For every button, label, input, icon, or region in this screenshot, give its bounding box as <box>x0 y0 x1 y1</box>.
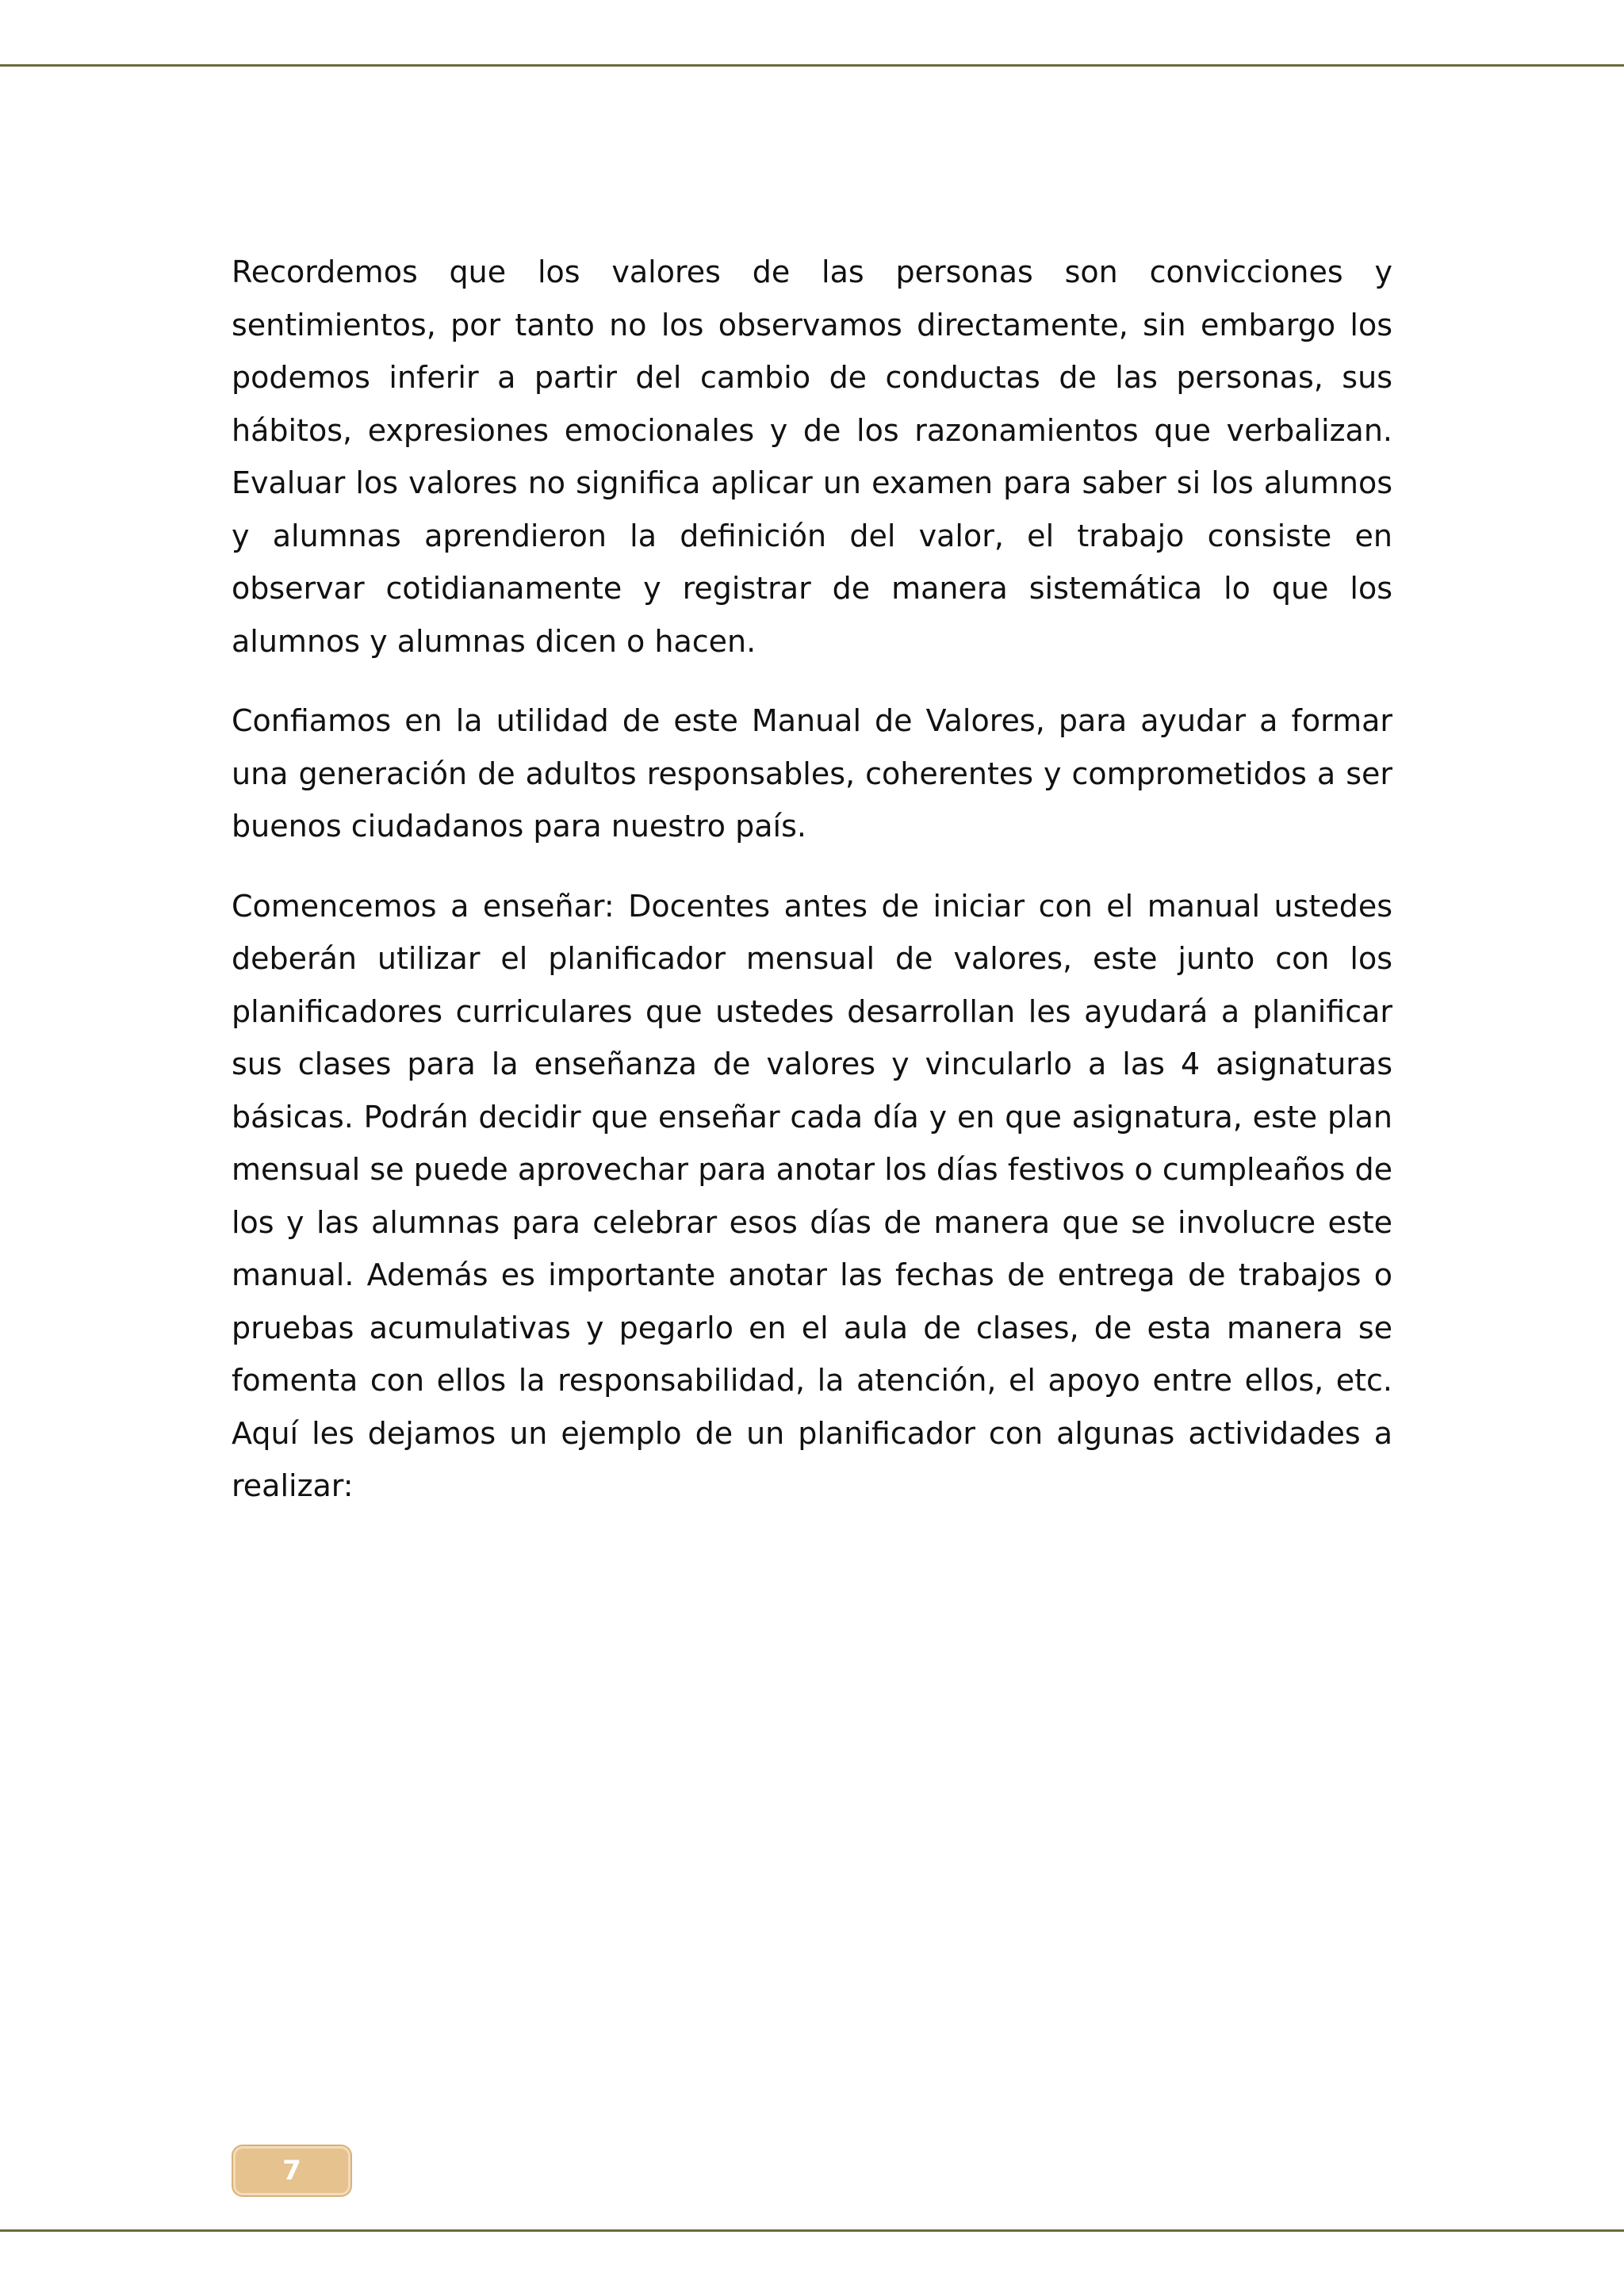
page-number-badge <box>233 2146 350 2195</box>
paragraph-confidence: Confiamos en la utilidad de este Manual de Valores, para ayudar a formar una generación de adultos responsables, coherentes y comprometidos a ser buenos ciudadanos para nuestro país. <box>232 703 1392 844</box>
page-number: 7 <box>282 2155 301 2187</box>
paragraph-evaluation: Recordemos que los valores de las personas son convicciones y sentimientos, por tanto no los observamos directamente, sin embargo los podemos inferir a partir del cambio de conductas de las personas, sus hábitos, expresiones emocionales y de los razonamientos que verbalizan. Evaluar los valores no significa aplicar un examen para saber si los alumnos y alumnas aprendieron la definición del valor, el trabajo consiste en observar cotidianamente y registrar de manera sistemática lo que los alumnos y alumnas dicen o hacen. <box>232 254 1392 659</box>
top-divider <box>0 64 1624 67</box>
document-body <box>232 246 1392 1540</box>
paragraph-teaching: Comencemos a enseñar: Docentes antes de iniciar con el manual ustedes deberán utilizar el planificador mensual de valores, este junto con los planificadores curriculares que ustedes desarrollan les ayudará a planificar sus clases para la enseñanza de valores y vincularlo a las 4 asignaturas básicas. Podrán decidir que enseñar cada día y en que asignatura, este plan mensual se puede aprovechar para anotar los días festivos o cumpleaños de los y las alumnas para celebrar esos días de manera que se involucre este manual. Además es importante anotar las fechas de entrega de trabajos o pruebas acumulativas y pegarlo en el aula de clases, de esta manera se fomenta con ellos la responsabilidad, la atención, el apoyo entre ellos, etc. Aquí les dejamos un ejemplo de un planificador con algunas actividades a realizar: <box>232 888 1392 1503</box>
bottom-divider <box>0 2229 1624 2232</box>
